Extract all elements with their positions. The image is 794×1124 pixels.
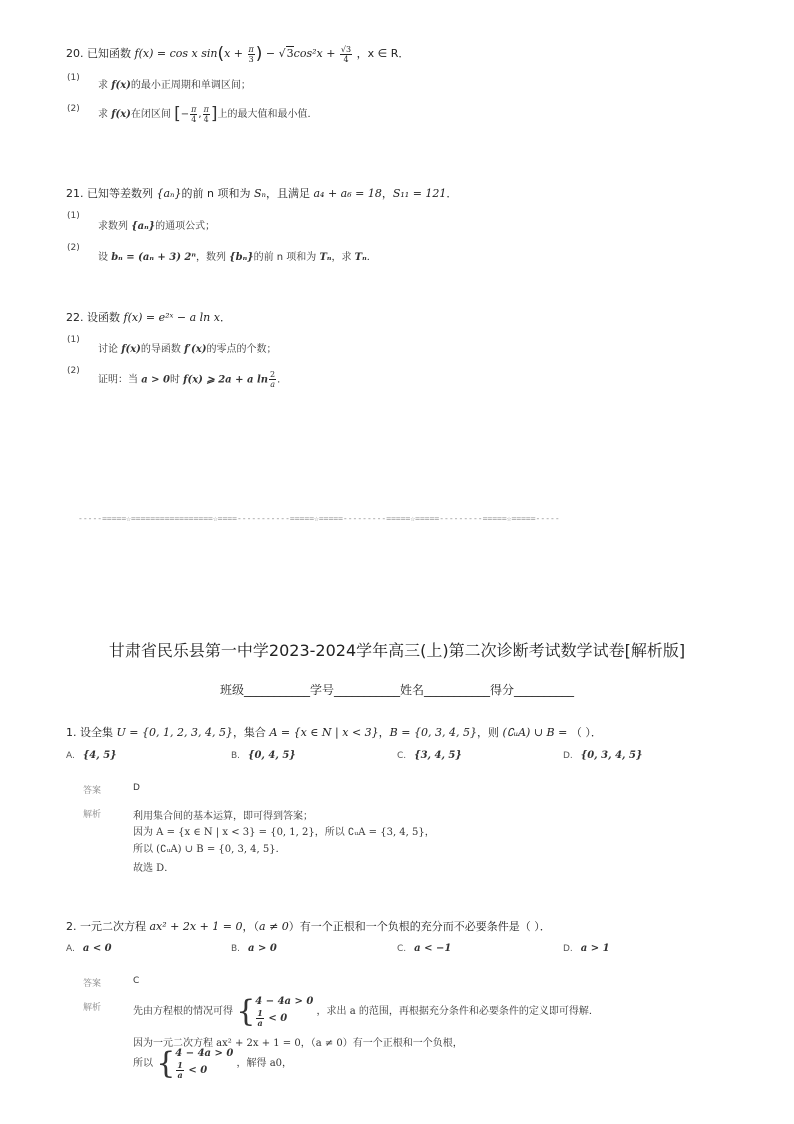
p2-analysis-line: 所以 {4 − 4a > 0 $\frac{1}{a}$ < 0 ，解得 a0， <box>133 1045 293 1081</box>
q20-stem: 20. 已知函数 f(x) = cos x sin(x + $\frac{\pi}{3}$ ) − √3cos²x + $\frac{√3}{4}$ ，x ∈ R． <box>66 44 410 64</box>
p2-stem: 2. 一元二次方程 ax² + 2x + 1 = 0，（a ≠ 0）有一个正根和一个负根的充分而不必要条件是（ ）． <box>66 920 551 933</box>
p1-option-b[interactable]: B. {0, 4, 5} <box>231 750 296 761</box>
p1-analysis-line: 所以 (∁ᵤA) ∪ B = {0, 3, 4, 5}． <box>133 844 286 855</box>
p2-answer: C <box>133 976 140 986</box>
p1-analysis-line: 故选 D． <box>133 863 175 874</box>
section-divider: -----=====☆=================☆====-----------=====☆=====---------=====☆=====---------=====☆=====----- <box>78 514 560 523</box>
inequality-system: 4 − 4a > 0 $\frac{1}{a}$ < 0 <box>255 996 314 1028</box>
p2-answer-label: 答案 <box>83 979 102 989</box>
q21-sub2-number: (2) <box>67 243 80 253</box>
p2-option-c[interactable]: C. a < −1 <box>397 943 452 954</box>
student-info-line: 班级___________学号___________姓名___________得分__________ <box>219 683 574 697</box>
q22-sub2: 证明：当 a > 0时 f(x) ⩾ 2a + a ln $\frac{2}{a}$ ． <box>98 370 288 389</box>
q21-stem: 21. 已知等差数列 {aₙ}的前 n 项和为 Sₙ，且满足 a₄ + a₆ = 18，S₁₁ = 121． <box>66 187 458 200</box>
page-title: 甘肃省民乐县第一中学2023-2024学年高三(上)第二次诊断考试数学试卷[解析版] <box>108 641 686 660</box>
pi-over-3: $\frac{\pi}{3}$ <box>248 44 254 64</box>
p1-answer: D <box>133 783 140 793</box>
p2-option-b[interactable]: B. a > 0 <box>231 943 277 954</box>
system-brace: { <box>156 1045 176 1081</box>
q21-sub1: 求数列 {aₙ}的通项公式； <box>98 221 216 232</box>
p1-option-a[interactable]: A. {4, 5} <box>66 750 117 761</box>
p2-option-a[interactable]: A. a < 0 <box>66 943 112 954</box>
inequality-system: 4 − 4a > 0 $\frac{1}{a}$ < 0 <box>175 1048 234 1080</box>
p1-option-c[interactable]: C. {3, 4, 5} <box>397 750 462 761</box>
q22-sub1: 讨论 f(x)的导函数 f′(x)的零点的个数； <box>98 344 277 355</box>
p1-analysis-line: 因为 A = {x ∈ N | x < 3} = {0, 1, 2}，所以 ∁ᵤA = {3, 4, 5}， <box>133 827 435 838</box>
sqrt3-over-4: $\frac{√3}{4}$ <box>340 44 352 64</box>
q22-sub1-number: (1) <box>67 335 80 345</box>
p2-analysis-line: 先由方程根的情况可得 {4 − 4a > 0 $\frac{1}{a}$ < 0 ，求出 a 的范围，再根据充分条件和必要条件的定义即可得解． <box>133 993 599 1029</box>
p1-option-d[interactable]: D. {0, 3, 4, 5} <box>563 750 643 761</box>
p1-analysis-label: 解析 <box>83 810 102 820</box>
p2-option-d[interactable]: D. a > 1 <box>563 943 610 954</box>
system-brace: { <box>236 993 256 1029</box>
q20-sub1: 求 f(x)的最小正周期和单调区间； <box>98 80 251 91</box>
p1-stem: 1. 设全集 U = {0, 1, 2, 3, 4, 5}，集合 A = {x ∈ N | x < 3}，B = {0, 3, 4, 5}，则 (∁ᵤA) ∪ B = （ ）． <box>66 726 602 739</box>
p1-analysis-line: 利用集合间的基本运算，即可得到答案； <box>133 811 313 822</box>
q21-sub2: 设 bₙ = (aₙ + 3) 2ⁿ，数列 {bₙ}的前 n 项和为 Tₙ，求 Tₙ． <box>98 252 377 263</box>
q20-sub2: 求 f(x)在闭区间 [− $\frac{\pi}{4}$ , $\frac{\pi}{4}$ ]上的最大值和最小值． <box>98 104 318 124</box>
q22-sub2-number: (2) <box>67 366 80 376</box>
p2-analysis-line: 因为一元二次方程 ax² + 2x + 1 = 0，（a ≠ 0）有一个正根和一个负根， <box>133 1038 463 1049</box>
p2-analysis-label: 解析 <box>83 1003 102 1013</box>
q20-sub1-number: (1) <box>67 73 80 83</box>
q22-stem: 22. 设函数 f(x) = e²ˣ − a ln x． <box>66 311 231 324</box>
q21-sub1-number: (1) <box>67 211 80 221</box>
q20-sub2-number: (2) <box>67 104 80 114</box>
p1-answer-label: 答案 <box>83 786 102 796</box>
